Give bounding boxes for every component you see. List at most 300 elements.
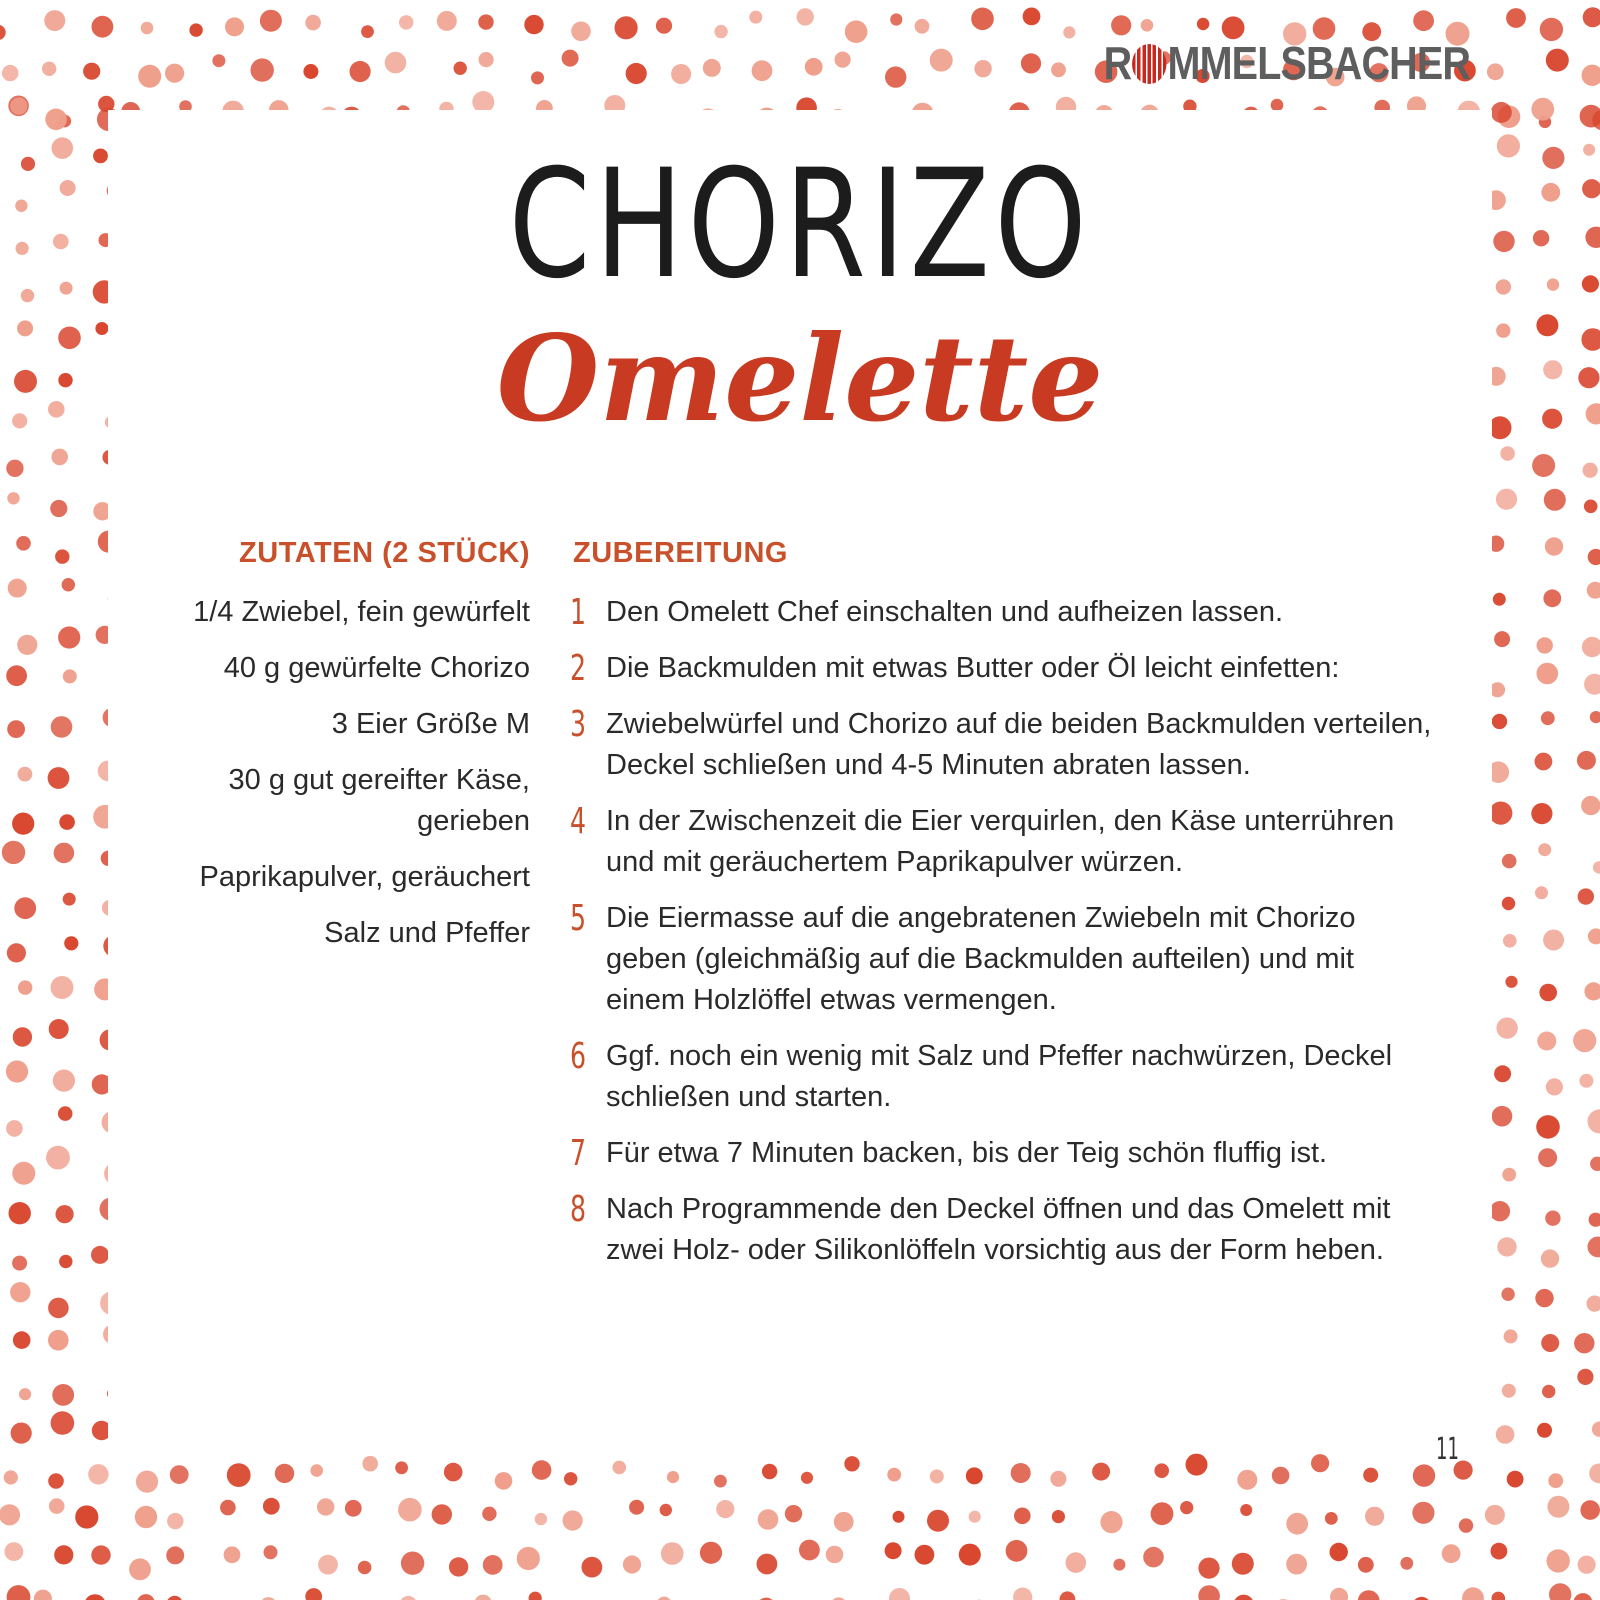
decor-dot bbox=[7, 492, 19, 504]
decor-dot bbox=[48, 1298, 69, 1319]
ingredients-heading: ZUTATEN (2 STÜCK) bbox=[239, 537, 530, 569]
decor-dot bbox=[358, 1561, 372, 1575]
step-item bbox=[570, 1133, 1440, 1174]
decor-dot bbox=[8, 579, 27, 598]
decor-dot bbox=[454, 61, 467, 74]
decor-dot bbox=[59, 814, 75, 830]
decor-dot bbox=[93, 149, 108, 164]
decor-dot bbox=[1578, 888, 1594, 904]
decor-dot bbox=[1580, 1500, 1600, 1520]
decor-dot bbox=[474, 1595, 491, 1600]
ingredient-item: Salz und Pfeffer bbox=[324, 917, 530, 949]
decor-dot bbox=[626, 63, 647, 84]
decor-dot bbox=[1582, 275, 1599, 292]
decor-dot bbox=[656, 18, 672, 34]
step-number: 8 bbox=[570, 1189, 587, 1230]
decor-dot bbox=[629, 1500, 644, 1515]
decor-dot bbox=[167, 1513, 183, 1529]
step-number: 6 bbox=[570, 1036, 587, 1077]
ingredient-item: Paprikapulver, geräuchert bbox=[199, 861, 530, 893]
decor-dot bbox=[63, 893, 76, 906]
decor-dot bbox=[34, 1590, 52, 1600]
decor-dot bbox=[138, 65, 161, 88]
decor-dot bbox=[1593, 861, 1600, 873]
decor-dot bbox=[1100, 1511, 1122, 1533]
decor-dot bbox=[1490, 1201, 1510, 1221]
decor-dot bbox=[6, 460, 23, 477]
decor-dot bbox=[1494, 1065, 1511, 1082]
decor-dot bbox=[18, 767, 33, 782]
step-number: 5 bbox=[570, 898, 587, 939]
decor-dot bbox=[1549, 1583, 1571, 1600]
decor-dot bbox=[1492, 1592, 1506, 1600]
decor-dot bbox=[1541, 183, 1560, 202]
decor-dot bbox=[59, 1255, 72, 1268]
brand-letter-r: R bbox=[1103, 37, 1132, 89]
decor-dot bbox=[56, 1205, 74, 1223]
decor-dot bbox=[1502, 854, 1517, 869]
decor-dot bbox=[1584, 500, 1598, 514]
decor-dot bbox=[1502, 1384, 1516, 1398]
decor-dot bbox=[135, 1506, 157, 1528]
decor-dot bbox=[885, 66, 906, 87]
decor-dot bbox=[1485, 1505, 1505, 1525]
decor-dot bbox=[63, 669, 77, 683]
decor-dot bbox=[834, 1512, 854, 1532]
decor-dot bbox=[1504, 1329, 1518, 1343]
decor-dot bbox=[885, 1542, 902, 1559]
decor-dot bbox=[92, 16, 114, 38]
decor-dot bbox=[1013, 1588, 1032, 1600]
ingredient-item: 30 g gut gereifter Käse, gerieben bbox=[228, 764, 530, 837]
decor-dot bbox=[1537, 637, 1553, 653]
decor-dot bbox=[657, 1597, 672, 1600]
decor-dot bbox=[165, 64, 184, 83]
decor-dot bbox=[671, 64, 691, 84]
decor-dot bbox=[1585, 227, 1600, 248]
decor-dot bbox=[1540, 18, 1563, 41]
decor-dot bbox=[1587, 1296, 1600, 1312]
decor-dot bbox=[1198, 1585, 1220, 1600]
step-text: Den Omelett Chef einschalten und aufheizen lassen. bbox=[606, 596, 1284, 628]
decor-dot bbox=[310, 1464, 323, 1477]
decor-dot bbox=[44, 10, 65, 31]
decor-dot bbox=[1543, 589, 1561, 607]
decor-dot bbox=[2, 65, 18, 81]
decor-dot bbox=[1060, 1591, 1076, 1600]
decor-dot bbox=[166, 1546, 184, 1564]
decor-dot bbox=[10, 97, 27, 114]
decor-dot bbox=[758, 1509, 779, 1530]
ingredient-item: 1/4 Zwiebel, fein gewürfelt bbox=[193, 596, 530, 628]
decor-dot bbox=[350, 61, 371, 82]
decor-dot bbox=[1492, 714, 1507, 729]
decor-dot bbox=[15, 200, 27, 212]
decor-dot bbox=[5, 1542, 24, 1561]
decor-dot bbox=[623, 1555, 641, 1573]
page-number: 11 bbox=[1436, 1432, 1459, 1467]
decor-dot bbox=[1588, 928, 1600, 944]
decor-dot bbox=[1180, 1501, 1193, 1514]
decor-dot bbox=[1330, 1543, 1348, 1561]
decor-dot bbox=[58, 1106, 73, 1121]
decor-dot bbox=[1590, 711, 1600, 723]
decor-dot bbox=[1538, 843, 1551, 856]
step-item bbox=[570, 704, 1440, 786]
decor-dot bbox=[1545, 537, 1563, 555]
decor-dot bbox=[1543, 930, 1564, 951]
ingredient-item: 40 g gewürfelte Chorizo bbox=[223, 652, 530, 684]
decor-dot bbox=[479, 52, 494, 67]
decor-dot bbox=[1232, 1553, 1254, 1575]
decor-dot bbox=[1584, 982, 1600, 1000]
decor-dot bbox=[1547, 1549, 1570, 1572]
decor-dot bbox=[224, 1546, 241, 1563]
step-item bbox=[570, 1036, 1440, 1118]
decor-dot bbox=[1544, 489, 1566, 511]
decor-dot bbox=[1240, 1504, 1252, 1516]
decor-dot bbox=[0, 1504, 20, 1525]
decor-dot bbox=[482, 1507, 496, 1521]
decor-dot bbox=[531, 71, 544, 84]
decor-dot bbox=[53, 1070, 75, 1092]
decor-dot bbox=[1311, 1454, 1329, 1472]
decor-dot bbox=[844, 1456, 859, 1471]
decor-dot bbox=[1583, 463, 1598, 478]
decor-dot bbox=[615, 16, 638, 39]
decor-dot bbox=[762, 1464, 777, 1479]
decor-dot bbox=[1588, 1237, 1600, 1258]
step-text: Für etwa 7 Minuten backen, bis der Teig schön fluffig ist. bbox=[606, 1137, 1328, 1169]
decor-dot bbox=[1536, 1115, 1560, 1139]
decor-dot bbox=[1151, 1502, 1174, 1525]
decor-dot bbox=[564, 1472, 577, 1485]
decor-dot bbox=[915, 19, 930, 34]
step-item bbox=[570, 1189, 1440, 1271]
recipe-title-main: CHORIZO bbox=[508, 138, 1092, 312]
decor-dot bbox=[52, 1384, 74, 1406]
decor-dot bbox=[927, 1510, 949, 1532]
decor-dot bbox=[529, 1592, 542, 1600]
decor-dot bbox=[714, 25, 727, 38]
decor-dot bbox=[129, 1558, 151, 1580]
decor-dot bbox=[54, 843, 75, 864]
decor-dot bbox=[7, 720, 25, 738]
decor-dot bbox=[7, 1585, 31, 1600]
decor-dot bbox=[1412, 1502, 1434, 1524]
decor-dot bbox=[966, 1467, 983, 1484]
decor-dot bbox=[6, 1060, 28, 1082]
decor-dot bbox=[303, 64, 318, 79]
decor-dot bbox=[7, 943, 26, 962]
decor-dot bbox=[1143, 1547, 1164, 1568]
decor-dot bbox=[1502, 1168, 1516, 1182]
decor-dot bbox=[1014, 1508, 1031, 1525]
decor-dot bbox=[1496, 489, 1517, 510]
decor-dot bbox=[1541, 1334, 1559, 1352]
decor-dot bbox=[887, 1468, 901, 1482]
decor-dot bbox=[1592, 1422, 1600, 1437]
step-number: 4 bbox=[570, 801, 587, 842]
decor-dot bbox=[478, 14, 493, 29]
decor-dot bbox=[75, 1505, 98, 1528]
decor-dot bbox=[1506, 8, 1526, 28]
decor-dot bbox=[1546, 49, 1569, 72]
decor-dot bbox=[51, 449, 68, 466]
brand-name-rest: MMELSBACHER bbox=[1167, 37, 1470, 89]
decor-dot bbox=[1584, 674, 1600, 695]
decor-dot bbox=[45, 109, 67, 131]
decor-dot bbox=[52, 137, 74, 159]
decor-dot bbox=[1505, 976, 1517, 988]
decor-dot bbox=[6, 1120, 23, 1137]
decor-dot bbox=[0, 25, 6, 40]
decor-dot bbox=[1502, 897, 1515, 910]
decor-dot bbox=[54, 1545, 73, 1564]
decor-dot bbox=[752, 60, 773, 81]
decor-dot bbox=[51, 1411, 75, 1435]
decor-dot bbox=[345, 1500, 362, 1517]
decor-dot bbox=[13, 1331, 31, 1349]
decor-dot bbox=[1546, 1078, 1563, 1095]
step-number: 1 bbox=[570, 592, 587, 633]
step-text: In der Zwischenzeit die Eier verquirlen, den Käse unterrühren und mit geräuchertem Paprikapulver würzen. bbox=[606, 805, 1395, 878]
decor-dot bbox=[83, 63, 100, 80]
decor-dot bbox=[660, 1504, 672, 1516]
decor-dot bbox=[1589, 1464, 1600, 1484]
decor-dot bbox=[84, 1594, 106, 1600]
decor-dot bbox=[1442, 1544, 1461, 1563]
decor-dot bbox=[60, 282, 73, 295]
decor-dot bbox=[1365, 1507, 1384, 1526]
decor-dot bbox=[1496, 1425, 1515, 1444]
decor-dot bbox=[889, 1588, 910, 1600]
decor-dot bbox=[1491, 1543, 1508, 1560]
decor-dot bbox=[1490, 682, 1505, 697]
decor-dot bbox=[1413, 1464, 1435, 1486]
decor-dot bbox=[16, 536, 31, 551]
step-text: Ggf. noch ein wenig mit Salz und Pfeffer nachwürzen, Deckel schließen und starten. bbox=[606, 1040, 1393, 1113]
decor-dot bbox=[1237, 1470, 1257, 1490]
decor-dot bbox=[1066, 1552, 1087, 1573]
decor-dot bbox=[12, 1256, 27, 1271]
ingredients-list bbox=[150, 592, 530, 969]
decor-dot bbox=[1542, 147, 1564, 169]
decor-dot bbox=[1063, 26, 1075, 38]
decor-dot bbox=[1459, 1518, 1473, 1532]
decor-dot bbox=[1400, 1557, 1413, 1570]
decor-dot bbox=[1500, 446, 1515, 461]
decor-dot bbox=[220, 1500, 236, 1516]
decor-dot bbox=[1023, 8, 1041, 26]
decor-dot bbox=[4, 1470, 18, 1484]
decor-dot bbox=[1589, 1213, 1600, 1227]
decor-dot bbox=[1541, 711, 1555, 725]
decor-dot bbox=[17, 635, 37, 655]
decor-dot bbox=[167, 1596, 183, 1600]
decor-dot bbox=[42, 62, 56, 76]
decor-dot bbox=[51, 976, 74, 999]
decor-dot bbox=[88, 1464, 108, 1484]
decor-dot bbox=[141, 22, 154, 35]
decor-dot bbox=[1496, 279, 1511, 294]
decor-dot bbox=[1286, 1554, 1307, 1575]
decor-dot bbox=[517, 1547, 540, 1570]
decor-dot bbox=[714, 1475, 727, 1488]
decor-dot bbox=[716, 1500, 734, 1518]
decor-dot bbox=[401, 1552, 424, 1575]
decor-dot bbox=[805, 58, 823, 76]
decor-dot bbox=[1537, 663, 1559, 685]
decor-dot bbox=[12, 1162, 35, 1185]
step-item bbox=[570, 648, 1440, 689]
decor-dot bbox=[1582, 65, 1600, 86]
step-item bbox=[570, 801, 1440, 883]
decor-dot bbox=[1051, 62, 1066, 77]
decor-dot bbox=[1141, 19, 1154, 32]
decor-dot bbox=[582, 1557, 603, 1578]
decor-dot bbox=[700, 1542, 722, 1564]
decor-dot bbox=[1537, 1032, 1556, 1051]
decor-dot bbox=[1497, 134, 1520, 157]
decor-dot bbox=[1325, 1512, 1338, 1525]
decor-dot bbox=[1286, 1513, 1308, 1535]
decor-dot bbox=[1186, 1454, 1208, 1476]
decor-dot bbox=[845, 20, 868, 43]
decor-dot bbox=[361, 25, 374, 38]
decor-dot bbox=[495, 1472, 513, 1490]
decor-dot bbox=[263, 1498, 280, 1515]
decor-dot bbox=[661, 1542, 684, 1565]
decor-dot bbox=[1363, 1468, 1378, 1483]
decor-dot bbox=[1587, 582, 1600, 599]
decor-dot bbox=[444, 1463, 463, 1482]
decor-dot bbox=[395, 1461, 408, 1474]
decor-dot bbox=[1358, 1590, 1380, 1600]
decor-dot bbox=[91, 1545, 110, 1564]
decor-dot bbox=[1547, 1496, 1569, 1518]
step-text: Zwiebelwürfel und Chorizo auf die beiden Backmulden verteilen, Deckel schließen und 4-5 Minuten abraten lassen. bbox=[606, 708, 1432, 781]
decor-dot bbox=[1582, 179, 1600, 198]
decor-dot bbox=[532, 1460, 552, 1480]
decor-dot bbox=[18, 980, 32, 994]
decor-dot bbox=[890, 13, 902, 25]
decor-dot bbox=[1533, 230, 1549, 246]
decor-dot bbox=[1545, 1211, 1560, 1226]
decor-dot bbox=[12, 813, 34, 835]
decor-dot bbox=[1538, 1148, 1557, 1167]
decor-dot bbox=[305, 1588, 322, 1600]
decor-dot bbox=[275, 1464, 294, 1483]
decor-dot bbox=[1535, 1289, 1553, 1307]
decor-dot bbox=[318, 1555, 338, 1575]
preparation-heading: ZUBEREITUNG bbox=[573, 537, 788, 569]
decor-dot bbox=[930, 49, 953, 72]
decor-dot bbox=[1583, 7, 1600, 27]
decor-dot bbox=[62, 578, 75, 591]
decor-dot bbox=[260, 10, 282, 32]
decor-dot bbox=[969, 1511, 981, 1523]
decor-dot bbox=[613, 1461, 627, 1475]
decor-dot bbox=[437, 11, 457, 31]
step-text: Nach Programmende den Deckel öffnen und das Omelett mit zwei Holz- oder Silikonlöffeln vorsichtig aus der Form heben. bbox=[606, 1193, 1391, 1266]
decor-dot bbox=[51, 716, 73, 738]
decor-dot bbox=[91, 1246, 109, 1264]
decor-dot bbox=[14, 897, 36, 919]
decor-dot bbox=[1493, 593, 1506, 606]
decor-dot bbox=[835, 52, 851, 68]
decor-dot bbox=[21, 289, 34, 302]
decor-dot bbox=[362, 1456, 378, 1472]
decor-dot bbox=[225, 17, 244, 36]
decor-dot bbox=[1577, 1369, 1593, 1385]
decor-dot bbox=[1588, 549, 1600, 565]
decor-dot bbox=[1050, 1471, 1066, 1487]
decor-dot bbox=[385, 52, 407, 74]
decor-dot bbox=[1496, 1017, 1517, 1038]
decor-dot bbox=[1462, 1587, 1484, 1600]
decor-dot bbox=[1330, 1588, 1348, 1600]
decor-dot bbox=[399, 15, 413, 29]
decor-dot bbox=[1590, 1157, 1600, 1171]
brand-o-mark-icon bbox=[1132, 44, 1166, 84]
decor-dot bbox=[48, 767, 70, 789]
decor-dot bbox=[1531, 98, 1554, 121]
decor-dot bbox=[53, 234, 69, 250]
decor-dot bbox=[483, 1555, 503, 1575]
decor-dot bbox=[137, 1594, 155, 1600]
step-text: Die Backmulden mit etwas Butter oder Öl leicht einfetten: bbox=[606, 652, 1340, 684]
decor-dot bbox=[48, 1473, 64, 1489]
decor-dot bbox=[1547, 278, 1559, 290]
decor-dot bbox=[1535, 753, 1553, 771]
decor-dot bbox=[1578, 1556, 1596, 1574]
decor-dot bbox=[562, 50, 579, 67]
decor-dot bbox=[212, 54, 225, 67]
decor-dot bbox=[1539, 984, 1557, 1002]
decor-dot bbox=[1503, 934, 1517, 948]
decor-dot bbox=[1579, 1074, 1593, 1088]
decor-dot bbox=[1577, 751, 1596, 770]
step-number: 3 bbox=[570, 704, 587, 745]
decor-dot bbox=[49, 1498, 65, 1514]
decor-dot bbox=[1492, 1106, 1513, 1127]
decor-dot bbox=[799, 1540, 820, 1561]
preparation-steps bbox=[570, 592, 1440, 1286]
decor-dot bbox=[305, 15, 321, 31]
decor-dot bbox=[1413, 10, 1434, 31]
step-number: 2 bbox=[570, 648, 587, 689]
decor-dot bbox=[19, 1388, 31, 1400]
decor-dot bbox=[1198, 1558, 1219, 1579]
decor-dot bbox=[48, 1330, 69, 1351]
decor-dot bbox=[21, 157, 35, 171]
decor-dot bbox=[400, 1596, 418, 1600]
decor-dot bbox=[524, 15, 543, 34]
step-text: Die Eiermasse auf die angebratenen Zwiebeln mit Chorizo geben (gleichmäßig auf die Backmulden aufteilen) und mit einem Holzlöffel etwas vermengen. bbox=[606, 902, 1356, 1016]
decor-dot bbox=[6, 665, 27, 686]
decor-dot bbox=[1234, 1595, 1254, 1600]
decor-dot bbox=[49, 1019, 69, 1039]
decor-dot bbox=[1489, 802, 1512, 825]
decor-dot bbox=[170, 1465, 189, 1484]
decor-dot bbox=[959, 1544, 981, 1566]
decor-dot bbox=[50, 500, 67, 517]
decor-dot bbox=[1531, 803, 1552, 824]
decor-dot bbox=[1197, 18, 1209, 30]
decor-dot bbox=[2, 841, 25, 864]
decor-dot bbox=[1052, 1510, 1065, 1523]
